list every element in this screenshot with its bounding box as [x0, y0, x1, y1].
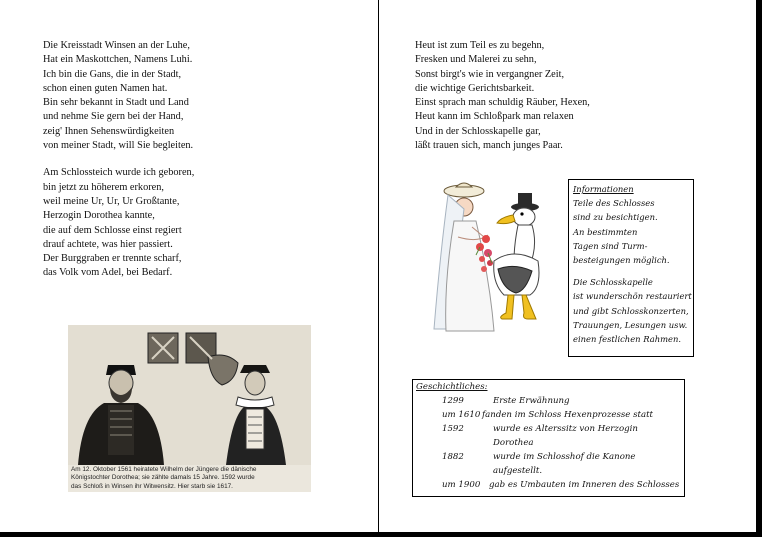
info-box: [568, 179, 694, 357]
caption-line: Königstochter Dorothea; sie zählte damals 15 Jahre. 1592 wurde: [71, 474, 255, 482]
poem-line: Der Burggraben er trennte scharf,: [43, 253, 182, 265]
poem-line: die auf dem Schlosse einst regiert: [43, 224, 182, 236]
info-line: ist wunderschön restauriert: [573, 291, 692, 302]
poem-line: die wichtige Gerichtsbarkeit.: [415, 82, 535, 94]
goose-bride-illustration: [428, 177, 548, 337]
right-poem: [415, 39, 590, 153]
history-year: 1299: [442, 396, 464, 406]
info-line: besteigungen möglich.: [573, 255, 670, 266]
poem-line: schon einen guten Namen hat.: [43, 82, 168, 94]
poem-line: Bin sehr bekannt in Stadt und Land: [43, 97, 189, 109]
goose-mascot-icon: [428, 177, 548, 337]
history-year: 1882: [442, 452, 464, 462]
info-line: Trauungen, Lesungen usw.: [573, 319, 688, 330]
info-line: Tagen sind Turm-: [573, 240, 648, 251]
poem-line: Fresken und Malerei zu sehn,: [415, 54, 537, 66]
history-heading: Geschichtliches:: [416, 382, 488, 392]
history-text: wurde im Schlosshof die Kanone: [493, 452, 636, 462]
poem-line: das Volk vom Adel, bei Bedarf.: [43, 267, 173, 279]
caption-line: das Schloß in Winsen ihr Witwensitz. Hier starb sie 1617.: [71, 482, 233, 490]
poem-line: drauf achtete, was hier passiert.: [43, 238, 173, 250]
poem-line: zeig' Ihnen Sehenswürdigkeiten: [43, 125, 175, 137]
history-year: um 1900: [442, 480, 481, 490]
poem-line: Herzogin Dorothea kannte,: [43, 210, 155, 222]
poem-line: bin jetzt zu höherem erkoren,: [43, 181, 164, 193]
info-line: Die Schlosskapelle: [573, 277, 653, 288]
poem-line: von meiner Stadt, will Sie begleiten.: [43, 140, 194, 152]
info-line: sind zu besichtigen.: [573, 212, 658, 223]
poem-line: Am Schlossteich wurde ich geboren,: [43, 167, 195, 179]
poem-line: Einst sprach man schuldig Räuber, Hexen,: [415, 97, 590, 109]
history-year: um 1610: [442, 410, 481, 420]
page-shadow-right: [756, 0, 762, 537]
poem-line: Ich bin die Gans, die in der Stadt,: [43, 68, 182, 80]
history-text: Dorothea: [493, 438, 534, 448]
info-line: Teile des Schlosses: [573, 198, 655, 209]
poem-line: und nehme Sie gern bei der Hand,: [43, 111, 184, 123]
left-poem: [43, 39, 194, 281]
history-box: [412, 379, 685, 497]
page-shadow-bottom: [0, 532, 762, 537]
info-line: einen festlichen Rahmen.: [573, 334, 682, 345]
page-divider: [378, 0, 379, 537]
info-line: An bestimmten: [573, 226, 638, 237]
poem-line: Und in der Schlosskapelle gar,: [415, 125, 541, 137]
caption-line: Am 12. Oktober 1561 heiratete Wilhelm der Jüngere die dänische: [71, 466, 257, 473]
history-text: gab es Umbauten im Inneren des Schlosses: [489, 480, 680, 490]
poem-line: Hat ein Maskottchen, Namens Luhi.: [43, 54, 193, 66]
history-text: wurde es Alterssitz von Herzogin: [493, 424, 638, 434]
poem-line: läßt trauen sich, manch junges Paar.: [415, 140, 563, 152]
info-heading: Informationen: [573, 184, 634, 194]
history-text: Erste Erwähnung: [493, 396, 570, 406]
history-year: 1592: [442, 424, 464, 434]
poem-line: Die Kreisstadt Winsen an der Luhe,: [43, 40, 190, 51]
poem-line: weil meine Ur, Ur, Ur Großtante,: [43, 195, 180, 207]
wedding-portrait-photo: [68, 325, 311, 492]
poem-line: Heut ist zum Teil es zu begehn,: [415, 40, 545, 51]
photo-caption: [71, 466, 256, 491]
poem-line: Heut kann im Schloßpark man relaxen: [415, 111, 574, 123]
poem-line: Sonst birgt's wie in vergangner Zeit,: [415, 68, 565, 80]
history-text: aufgestellt.: [493, 466, 543, 476]
info-line: und gibt Schlosskonzerten,: [573, 305, 689, 316]
history-text: fanden im Schloss Hexenprozesse statt: [482, 410, 654, 420]
